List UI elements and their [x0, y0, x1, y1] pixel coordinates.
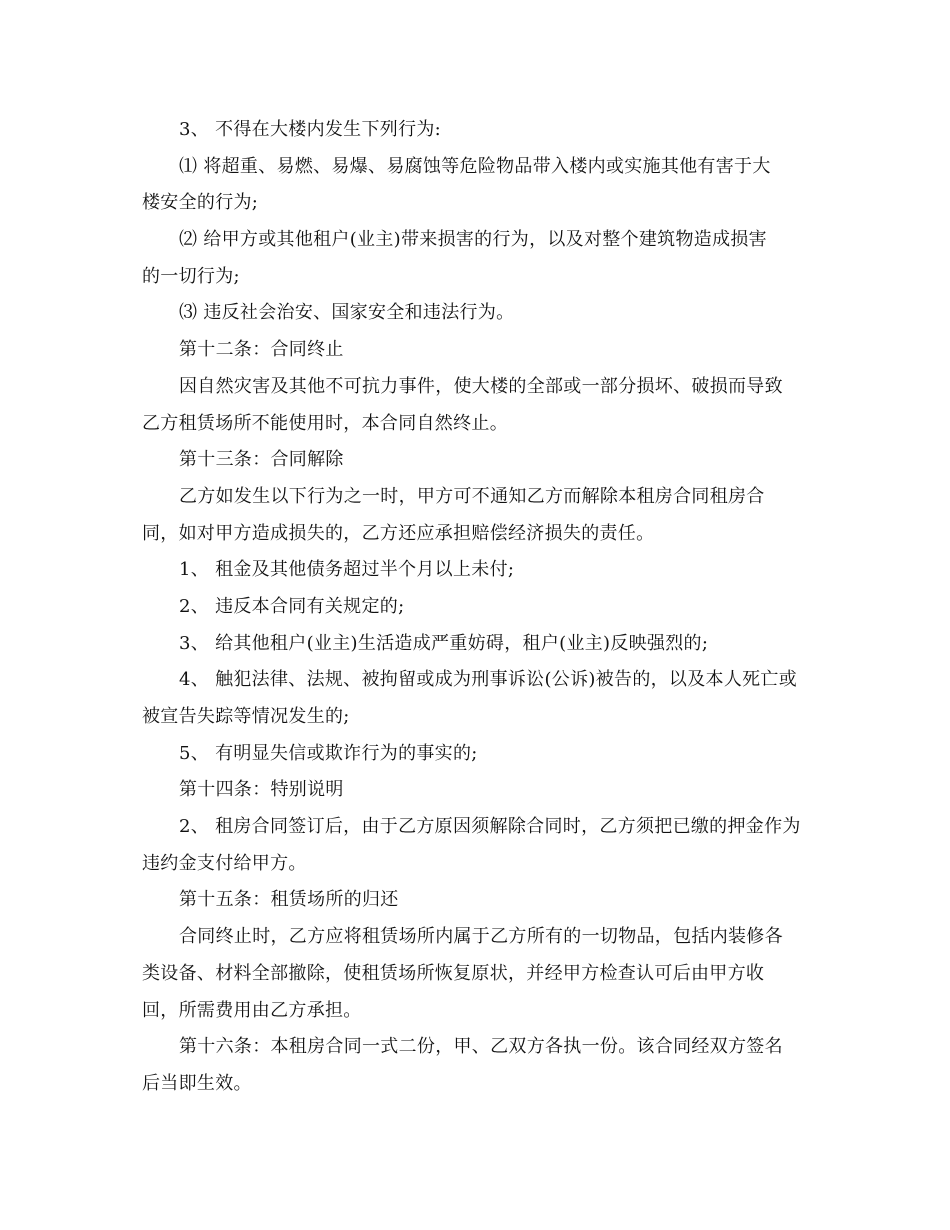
text-line: 回，所需费用由乙方承担。: [142, 999, 362, 1021]
section-heading: 第十四条：特别说明: [179, 779, 344, 801]
text-line: 同，如对甲方造成损失的，乙方还应承担赔偿经济损失的责任。: [142, 522, 655, 544]
text-line: 3、 不得在大楼内发生下列行为:: [179, 119, 442, 140]
text-line: 4、 触犯法律、法规、被拘留或成为刑事诉讼(公诉)被告的，以及本人死亡或: [179, 669, 798, 691]
text-line: 类设备、材料全部撤除，使租赁场所恢复原状，并经甲方检查认可后由甲方收: [142, 962, 765, 984]
text-line: ⑶ 违反社会治安、国家安全和违法行为。: [179, 302, 515, 324]
text-line: 5、 有明显失信或欺诈行为的事实的;: [179, 742, 478, 764]
text-line: 的一切行为;: [142, 265, 240, 287]
text-line: 2、 违反本合同有关规定的;: [179, 595, 405, 617]
text-line: 违约金支付给甲方。: [142, 852, 307, 874]
text-line: 乙方如发生以下行为之一时，甲方可不通知乙方而解除本租房合同租房合: [179, 485, 765, 507]
section-heading: 第十五条：租赁场所的归还: [179, 889, 399, 911]
text-line: 2、 租房合同签订后，由于乙方原因须解除合同时，乙方须把已缴的押金作为: [179, 816, 801, 838]
text-line: 乙方租赁场所不能使用时，本合同自然终止。: [142, 412, 508, 434]
document-body: [142, 112, 812, 1103]
text-line: 3、 给其他租户(业主)生活造成严重妨碍，租户(业主)反映强烈的;: [179, 632, 709, 654]
text-line: 楼安全的行为;: [142, 192, 259, 214]
section-heading: 第十二条：合同终止: [179, 339, 344, 361]
text-line: ⑵ 给甲方或其他租户(业主)带来损害的行为，以及对整个建筑物造成损害: [179, 229, 767, 251]
section-heading: 第十三条：合同解除: [179, 449, 344, 471]
text-line: 合同终止时，乙方应将租赁场所内属于乙方所有的一切物品，包括内装修各: [179, 926, 783, 948]
text-line: 因自然灾害及其他不可抗力事件，使大楼的全部或一部分损坏、破损而导致: [179, 375, 783, 397]
text-line: 被宣告失踪等情况发生的;: [142, 706, 350, 727]
section-heading: 第十六条：本租房合同一式二份，甲、乙双方各执一份。该合同经双方签名: [179, 1036, 783, 1058]
text-line: 后当即生效。: [142, 1072, 252, 1094]
text-line: 1、 租金及其他债务超过半个月以上未付;: [179, 559, 515, 581]
text-line: ⑴ 将超重、易燃、易爆、易腐蚀等危险物品带入楼内或实施其他有害于大: [179, 155, 771, 177]
